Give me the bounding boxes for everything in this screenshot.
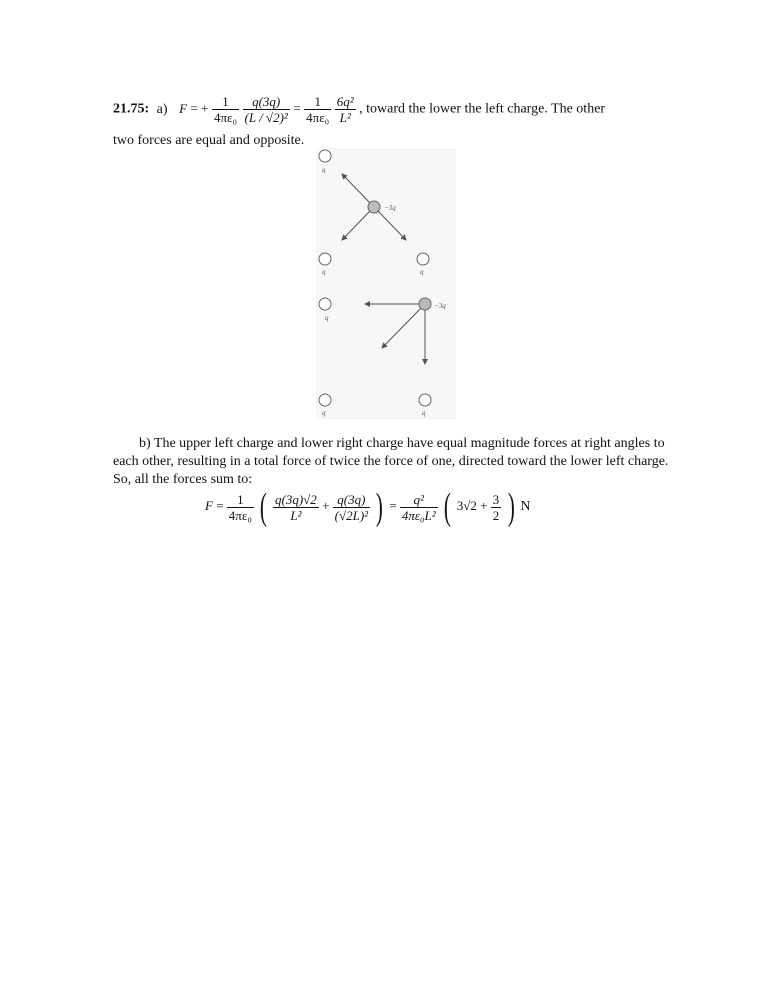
equals-plus: = + xyxy=(190,100,209,116)
label-q: q xyxy=(420,268,424,276)
force-symbol: F xyxy=(205,497,213,513)
denominator: (√2L)² xyxy=(334,507,369,523)
part-a-label: a) xyxy=(156,101,168,117)
fraction-one-over-4pie0 xyxy=(212,94,239,125)
denominator: L² xyxy=(339,110,351,125)
part-a-line xyxy=(113,94,605,125)
numerator: 1 xyxy=(227,492,254,508)
term-3-root-2: 3√2 + xyxy=(456,497,488,513)
numerator: q(3q) xyxy=(333,492,370,508)
charge-lower-left xyxy=(319,394,331,406)
fraction-q3q-over-root2l-squared xyxy=(333,492,370,523)
numerator: q(3q)√2 xyxy=(275,491,317,507)
denominator: 4πε₀ xyxy=(213,110,237,125)
denominator: (L / √2)² xyxy=(244,110,288,125)
denominator: L² xyxy=(290,507,302,523)
numerator: 6q² xyxy=(336,94,354,109)
charge-lower-left xyxy=(319,253,331,265)
fraction-6q2-over-l2 xyxy=(335,94,356,125)
fraction-one-over-4pie0-b xyxy=(304,94,331,125)
numerator: q² xyxy=(400,492,438,508)
left-paren-2: ( xyxy=(443,486,451,528)
equals-sign-2: = xyxy=(389,497,397,513)
label-q: q xyxy=(322,166,326,174)
denominator: 2 xyxy=(492,507,500,523)
label-q: q xyxy=(322,409,326,417)
numerator: q(3q) xyxy=(243,94,290,110)
denominator: 4πε₀ xyxy=(228,507,252,523)
fraction-three-halves xyxy=(491,492,502,523)
part-b-text: b) The upper left charge and lower right charge have equal magnitude forces at right angles to each other, resulting in a total force of twice the force of one, directed toward the lower left charge. So, all the forces sum to: xyxy=(113,436,669,487)
charge-upper-left xyxy=(319,150,331,162)
part-b-equation xyxy=(205,488,531,526)
equals-sign: = xyxy=(293,100,301,116)
charge-upper-left xyxy=(319,298,331,310)
label-neg3q: −3q xyxy=(434,302,446,310)
unit-newton: N xyxy=(520,498,531,514)
left-paren: ( xyxy=(259,486,267,528)
right-paren-2: ) xyxy=(507,486,515,528)
part-a-line-2: two forces are equal and opposite. xyxy=(113,133,305,148)
label-neg3q: −3q xyxy=(384,204,396,212)
part-b-paragraph xyxy=(113,435,673,489)
numerator: 1 xyxy=(212,94,239,110)
denominator: 4πε₀ xyxy=(306,110,330,125)
fraction-q3q-root2-over-l2 xyxy=(273,492,319,523)
charge-lower-right xyxy=(417,253,429,265)
numerator: 1 xyxy=(304,94,331,110)
charge-diagram xyxy=(310,148,460,420)
diagram-background xyxy=(316,148,456,420)
right-paren: ) xyxy=(376,486,384,528)
denominator: 4πε₀L² xyxy=(401,507,436,523)
problem-number: 21.75: xyxy=(113,101,150,117)
label-q: q xyxy=(422,409,426,417)
charge-lower-right xyxy=(419,394,431,406)
label-q: q xyxy=(322,268,326,276)
equals-sign: = xyxy=(216,497,224,513)
fraction-charge-product xyxy=(243,94,290,125)
fraction-q2-over-4pie0l2 xyxy=(400,492,438,523)
force-symbol: F xyxy=(179,100,188,116)
plus-sign: + xyxy=(322,497,330,513)
fraction-one-over-4pie0 xyxy=(227,492,254,523)
numerator: 3 xyxy=(492,491,500,507)
part-a-text: , toward the lower the left charge. The other xyxy=(359,101,606,117)
label-q: q xyxy=(325,314,329,322)
